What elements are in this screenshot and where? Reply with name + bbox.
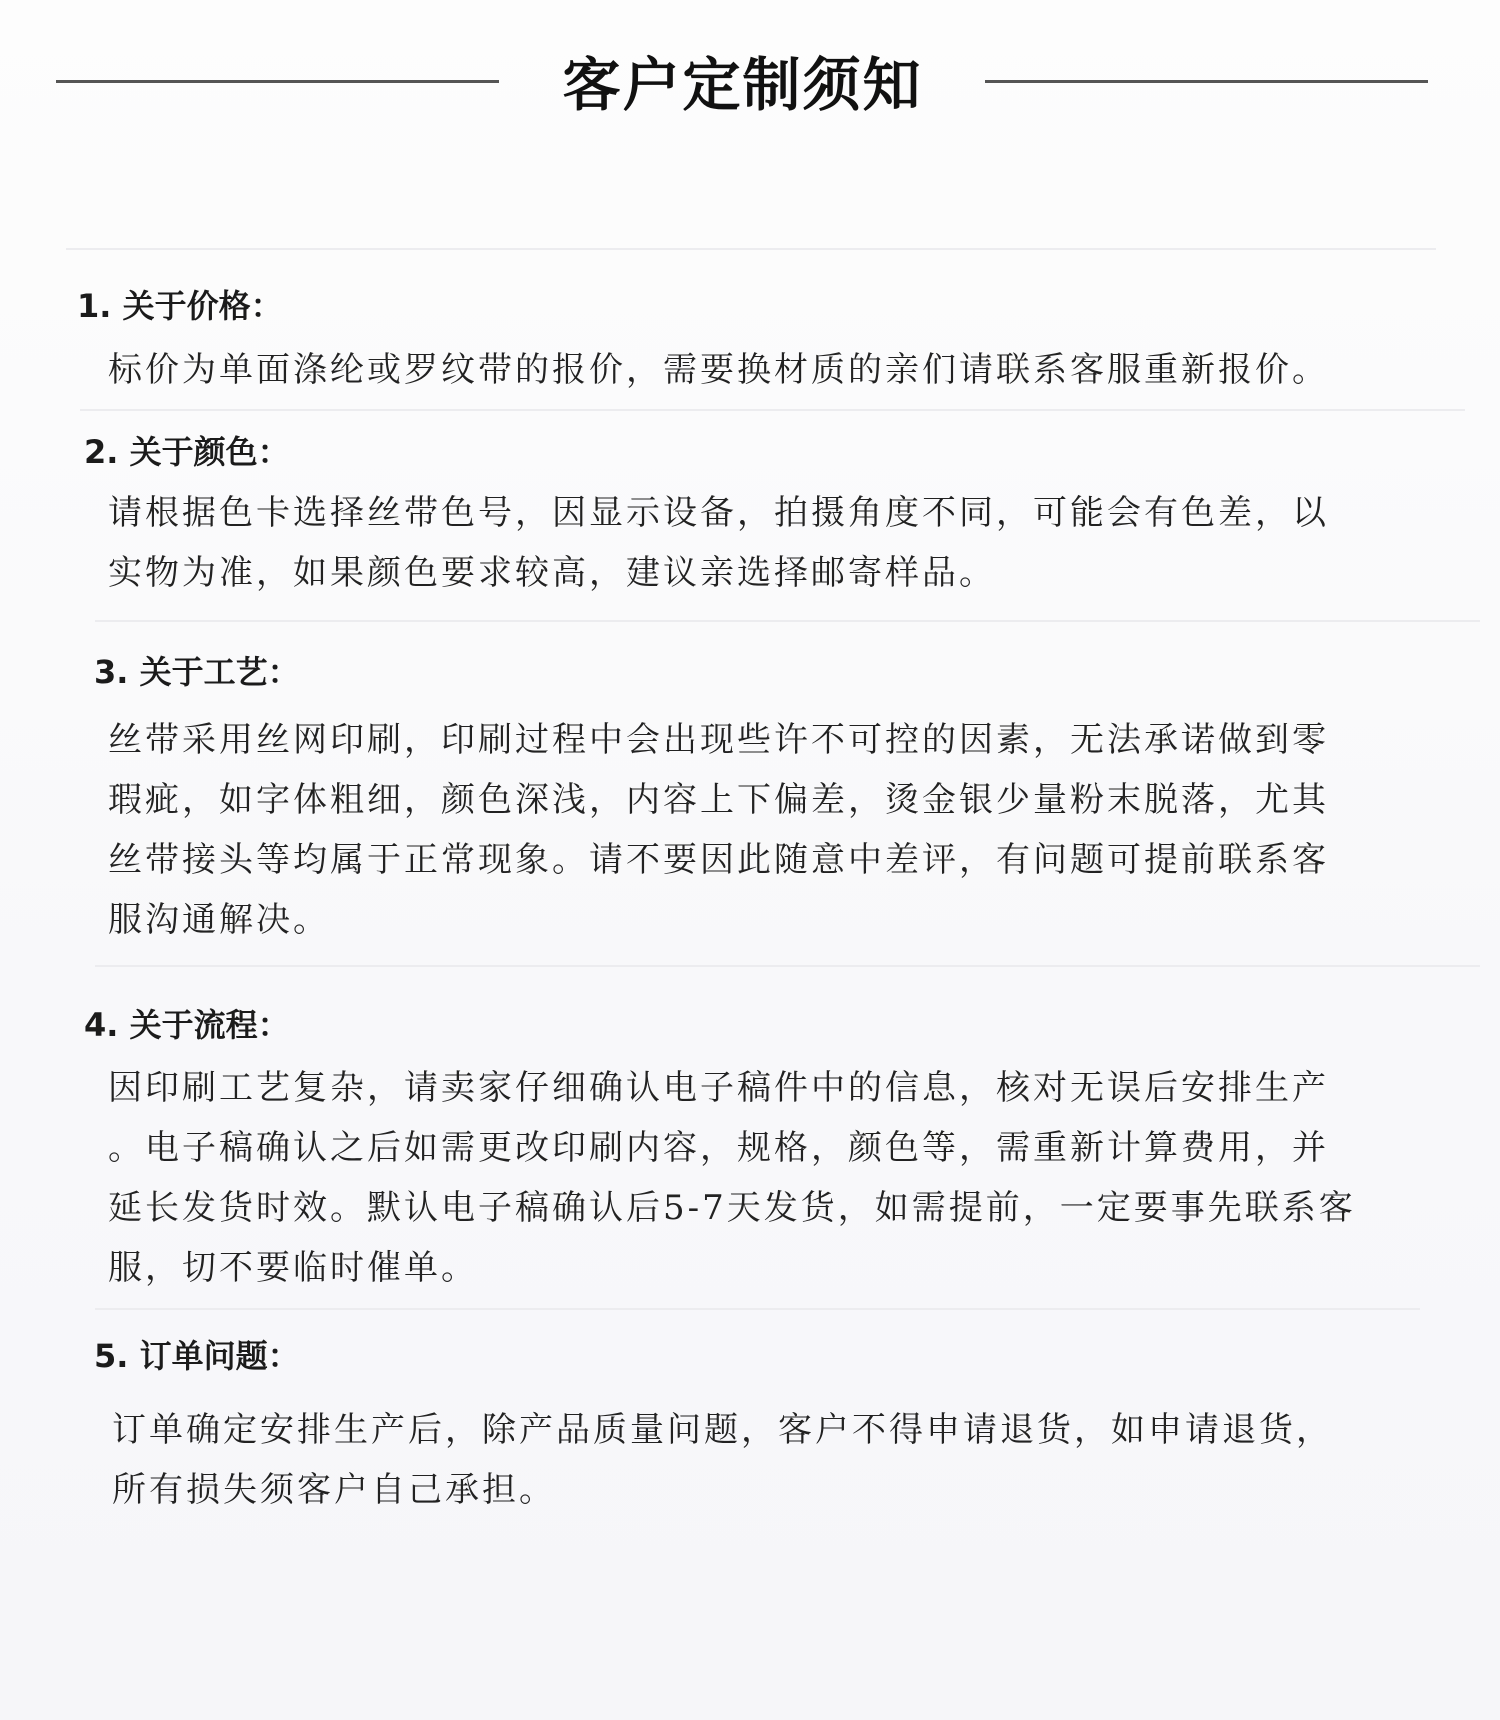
section-heading-craft: 3. 关于工艺： [94,653,300,691]
body-line: 瑕疵，如字体粗细，颜色深浅，内容上下偏差，烫金银少量粉末脱落，尤其 [108,780,1329,820]
section-divider [95,1308,1420,1310]
title-rule-right [985,80,1428,83]
section-divider [66,248,1436,250]
section-heading-color: 2. 关于颜色： [84,433,290,471]
body-line: 订单确定安排生产后，除产品质量问题，客户不得申请退货，如申请退货， [112,1410,1333,1450]
body-line: 延长发货时效。默认电子稿确认后5-7天发货，如需提前，一定要事先联系客 [108,1188,1356,1228]
body-line: 标价为单面涤纶或罗纹带的报价，需要换材质的亲们请联系客服重新报价。 [108,350,1329,390]
section-divider [80,409,1465,411]
body-line: 丝带采用丝网印刷，印刷过程中会出现些许不可控的因素，无法承诺做到零 [108,720,1329,760]
body-line: 服，切不要临时催单。 [108,1248,478,1288]
body-line: 请根据色卡选择丝带色号，因显示设备，拍摄角度不同，可能会有色差，以 [108,493,1329,533]
section-divider [95,620,1480,622]
section-body-process [108,1058,1356,1298]
body-line: 服沟通解决。 [108,900,330,940]
section-heading-price: 1. 关于价格： [77,287,283,325]
section-body-craft [108,710,1329,950]
section-body-color [108,483,1329,603]
section-divider [95,965,1480,967]
page-title: 客户定制须知 [562,51,923,119]
section-body-order [112,1400,1333,1520]
section-body-price [108,340,1329,400]
body-line: 因印刷工艺复杂，请卖家仔细确认电子稿件中的信息，核对无误后安排生产 [108,1068,1329,1108]
section-heading-process: 4. 关于流程： [84,1006,290,1044]
body-line: 。电子稿确认之后如需更改印刷内容，规格，颜色等，需重新计算费用，并 [108,1128,1329,1168]
body-line: 丝带接头等均属于正常现象。请不要因此随意中差评，有问题可提前联系客 [108,840,1329,880]
section-heading-order: 5. 订单问题： [94,1337,300,1375]
body-line: 实物为准，如果颜色要求较高，建议亲选择邮寄样品。 [108,553,996,593]
title-row [0,40,1500,130]
title-rule-left [56,80,499,83]
body-line: 所有损失须客户自己承担。 [112,1470,556,1510]
